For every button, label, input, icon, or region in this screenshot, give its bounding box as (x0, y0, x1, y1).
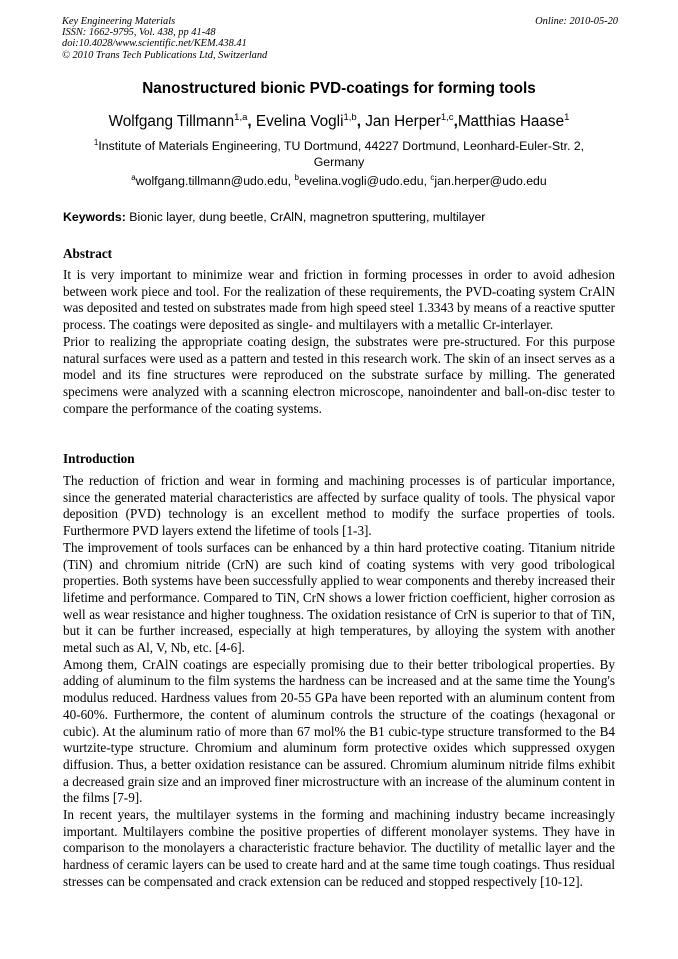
author: Evelina Vogli$^{1,b}$, (255, 112, 366, 130)
paragraph: Among them, CrAlN coatings are especially promising due to their better tribological properties. By adding of aluminum to the film systems the hardness can be increased and at the same time the Young's modulus reduced. Hardness values from 20-55 GPa have been reported with an aluminum content from 40-60%. Furthermore, the content of aluminum controls the structure of the coatings (hexagonal or cubic). At the aluminum ratio of more than 67 mol% the B1 cubic-type structure transformed to the B4 wurtzite-type structure. Chromium and aluminum form protective oxides which suppressed oxygen diffusion. Thus, a better oxidation resistance can be assured. Chromium aluminum nitride films exhibit a decreased grain size and an improved finer microstructure with an increase of the aluminum content in the films [7-9]. (63, 656, 615, 806)
paragraph: The reduction of friction and wear in forming and machining processes is of particular importance, since the generated material characteristics are affected by surface quality of tools. The physical vapor deposition (PVD) technology is an excellent method to modify the surface properties of tools. Furthermore PVD layers extend the lifetime of tools [1-3]. (63, 473, 615, 539)
doi-line: doi:10.4028/www.scientific.net/KEM.438.41 (62, 38, 247, 50)
journal-name: Key Engineering Materials (62, 16, 176, 27)
author: Wolfgang Tillmann$^{1,a}$, (108, 112, 256, 130)
keywords (63, 210, 623, 224)
keywords-label: Keywords: (63, 210, 126, 224)
affiliation-marker: 1 (93, 138, 99, 147)
affiliation (78, 138, 600, 170)
paragraph: It is very important to minimize wear and friction in forming processes in order to avoid adhesion between work piece and tool. For the realization of these requirements, the PVD-coating system CrAlN was deposited and tested on substrates made from high speed steel 1.3343 by means of a reactive sputter process. The coatings were deposited as single- and multilayers with a metallic Cr-interlayer. (63, 267, 615, 333)
author-list (30, 113, 648, 131)
paragraph: The improvement of tools surfaces can be enhanced by a thin hard protective coating. Titanium nitride (TiN) and chromium nitride (CrN) are such kind of coating systems with very good tribological properties. Both systems have been successfully applied to wear components and thereby increased their lifetime and performance. Compared to TiN, CrN shows a lower friction coefficient, higher corrosion as well as wear resistance and higher toughness. The oxidation resistance of CrN is superior to that of TiN, but it can be further increased, especially at high temperatures, by alloying the system with another metal such as Al, V, Nb, etc. [4-6]. (63, 539, 615, 656)
email-list: $^a$wolfgang.tillmann@udo.edu, $^b$evelina.vogli@udo.edu, $^c$jan.herper@udo.edu (131, 173, 547, 188)
issn-line: ISSN: 1662-9795, Vol. 438, pp 41-48 (62, 27, 216, 39)
paragraph: In recent years, the multilayer systems in the forming and machining industry became increasingly important. Multilayers combine the positive properties of different monolayer systems. They have in comparison to the monolayers a characteristic fracture behavior. The ductility of metallic layer and the hardness of ceramic layers can be used to create hard and at the same time tough coatings. Thus residual stresses can be compensated and crack extension can be reduced and stopped respectively [10-12]. (63, 807, 615, 889)
journal-header (62, 16, 618, 61)
author: Matthias Haase$^1$ (457, 112, 570, 130)
keywords-text: Bionic layer, dung beetle, CrAlN, magnetron sputtering, multilayer (125, 210, 486, 224)
paper-title: Nanostructured bionic PVD-coatings for forming tools (142, 80, 536, 97)
abstract-heading: Abstract (63, 246, 113, 261)
email-link[interactable]: evelina.vogli@udo.edu (298, 174, 424, 188)
paragraph: Prior to realizing the appropriate coating design, the substrates were pre-structured. For this purpose natural surfaces were used as a pattern and tested in this research work. The skin of an insect serves as a model and its fine structures were reproduced on the substrate surface by milling. The generated specimens were analyzed with a scanning electron microscope, nanoindenter and ball-on-disc tester to compare the performance of the coating systems. (63, 333, 615, 416)
abstract-body (63, 267, 615, 417)
affiliation-text: Institute of Materials Engineering, TU Dortmund, 44227 Dortmund, Leonhard-Euler-Str. 2, Germany (98, 139, 585, 169)
email-link[interactable]: jan.herper@udo.edu (434, 174, 547, 188)
copyright-line: © 2010 Trans Tech Publications Ltd, Switzerland (62, 49, 268, 61)
introduction-body (63, 473, 615, 891)
email-link[interactable]: wolfgang.tillmann@udo.edu (135, 174, 288, 188)
author: Jan Herper$^{1,c}$, (365, 112, 458, 130)
online-date: Online: 2010-05-20 (535, 16, 618, 27)
introduction-heading: Introduction (63, 451, 135, 466)
